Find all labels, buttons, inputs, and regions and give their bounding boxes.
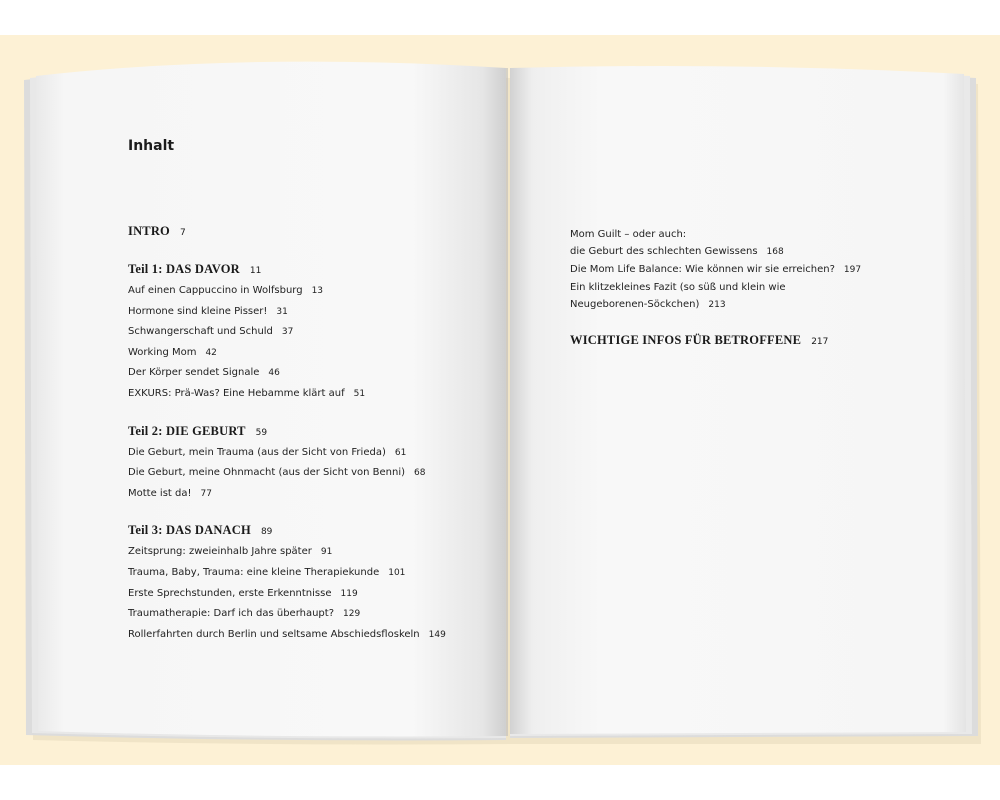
toc-section-heading <box>570 330 890 352</box>
toc-page-number: 213 <box>708 300 726 310</box>
toc-title: Die Geburt, mein Trauma (aus der Sicht von Frieda) <box>128 446 386 458</box>
toc-title: Der Körper sendet Signale <box>128 367 260 379</box>
toc-title <box>570 229 758 257</box>
toc-title: Teil 3: DAS DANACH <box>128 523 251 538</box>
toc-page-number: 77 <box>200 488 212 499</box>
toc-title: EXKURS: Prä-Was? Eine Hebamme klärt auf <box>128 387 345 399</box>
toc-page-number: 91 <box>320 547 333 558</box>
toc-title <box>570 264 835 275</box>
toc-page-number: 217 <box>811 337 829 347</box>
toc-entry <box>128 343 468 364</box>
toc-entry <box>128 584 468 605</box>
toc-title-line: Mom Guilt – oder auch: <box>570 229 687 240</box>
toc-title-line: die Geburt des schlechten Gewissens <box>570 246 758 257</box>
toc-entry <box>570 279 890 314</box>
toc-page-number: 197 <box>843 265 862 275</box>
toc-title: Trauma, Baby, Trauma: eine kleine Therapiekunde <box>128 566 380 578</box>
toc-page-number: 149 <box>428 629 446 640</box>
toc-entry <box>128 604 468 625</box>
toc-page-number: 59 <box>255 427 268 438</box>
toc-page-number: 46 <box>268 368 280 379</box>
toc-page-number: 119 <box>340 588 358 599</box>
toc-page-number: 101 <box>388 567 406 578</box>
toc-page-number: 168 <box>766 247 784 257</box>
toc-entry <box>128 322 468 343</box>
toc-title: Erste Sprechstunden, erste Erkenntnisse <box>128 587 332 599</box>
toc-entry <box>128 302 468 323</box>
toc-page-number: 129 <box>343 609 361 620</box>
toc-right-column <box>570 226 890 352</box>
toc-title <box>570 282 786 310</box>
section-spacer <box>128 243 468 259</box>
toc-section-heading <box>128 421 468 443</box>
toc-page-number: 11 <box>249 266 262 276</box>
toc-entry <box>128 281 468 302</box>
toc-entry <box>570 261 890 279</box>
toc-section-heading <box>128 221 468 243</box>
section-spacer <box>128 504 468 520</box>
toc-page-number: 31 <box>276 306 288 317</box>
toc-page-number: 89 <box>260 527 273 538</box>
toc-title-line: Ein klitzekleines Fazit (so süß und klein wie <box>570 282 786 293</box>
page-title: Inhalt <box>128 138 175 154</box>
toc-title-line: Neugeborenen-Söckchen) <box>570 299 700 310</box>
toc-page-number: 7 <box>179 228 186 238</box>
toc-title: INTRO <box>128 224 170 238</box>
toc-left-column <box>128 221 468 645</box>
toc-title: Zeitsprung: zweieinhalb Jahre später <box>128 546 312 558</box>
toc-page-number: 13 <box>311 286 324 296</box>
section-spacer <box>128 405 468 421</box>
toc-section-heading <box>128 520 468 542</box>
toc-entry <box>128 542 468 563</box>
toc-page-number: 68 <box>414 468 426 479</box>
toc-entry <box>128 484 468 505</box>
toc-page-number: 51 <box>353 388 366 399</box>
toc-entry <box>128 384 468 405</box>
toc-title: Schwangerschaft und Schuld <box>128 326 273 338</box>
toc-page-number: 61 <box>394 447 407 458</box>
toc-title: Die Geburt, meine Ohnmacht (aus der Sicht von Benni) <box>128 467 406 479</box>
toc-title: Teil 1: DAS DAVOR <box>128 262 240 276</box>
toc-title: Auf einen Cappuccino in Wolfsburg <box>128 285 303 296</box>
toc-entry <box>128 463 468 484</box>
toc-title: Motte ist da! <box>128 487 192 499</box>
toc-title: Rollerfahrten durch Berlin und seltsame Abschiedsfloskeln <box>128 628 420 640</box>
toc-title-line: Die Mom Life Balance: Wie können wir sie erreichen? <box>570 264 835 275</box>
toc-entry <box>128 443 468 464</box>
toc-entry <box>128 563 468 584</box>
toc-section-heading <box>128 259 468 281</box>
toc-title: Traumatherapie: Darf ich das überhaupt? <box>128 608 335 620</box>
toc-page-number: 42 <box>205 347 217 358</box>
toc-title: Working Mom <box>128 346 197 358</box>
toc-entry <box>570 226 890 261</box>
toc-title: Teil 2: DIE GEBURT <box>128 423 246 438</box>
toc-entry <box>128 625 468 646</box>
toc-title: Hormone sind kleine Pisser! <box>128 305 268 317</box>
section-spacer <box>570 314 890 330</box>
toc-entry <box>128 363 468 384</box>
toc-page-number: 37 <box>281 327 294 338</box>
toc-title: WICHTIGE INFOS FÜR BETROFFENE <box>570 333 802 347</box>
